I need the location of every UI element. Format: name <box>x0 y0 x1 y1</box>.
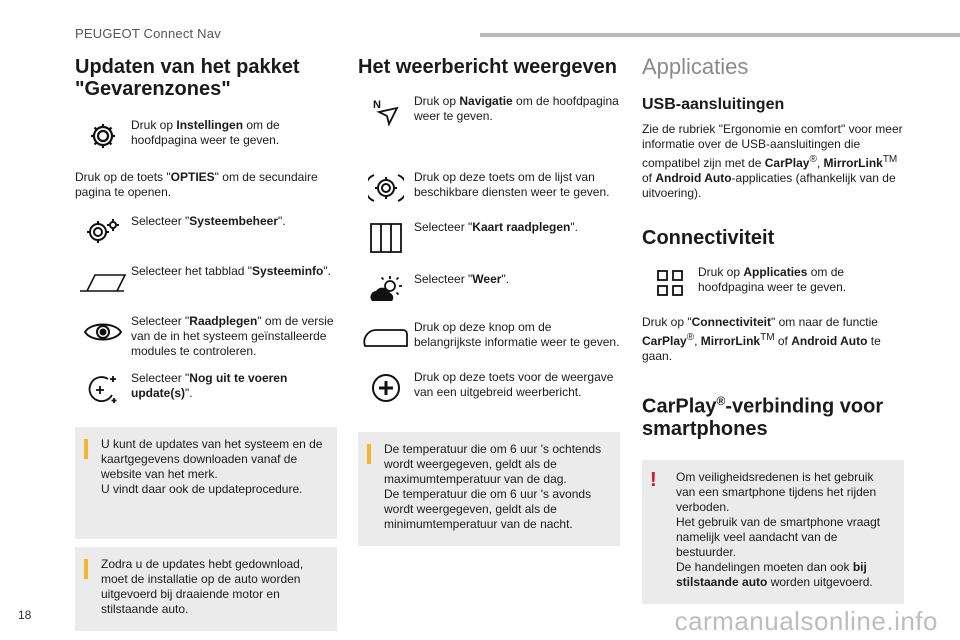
navigation-icon <box>358 92 414 132</box>
weather-icon <box>358 270 414 310</box>
info-box-download: U kunt de updates van het systeem en de kaartgegevens downloaden vanaf de website van het merk. U vindt daar ook de updateprocedure. <box>75 427 337 539</box>
info-box-install: Zodra u de updates hebt gedownload, moet de installatie op de auto worden uitgevoerd bij draaiende motor en stilstaande auto. <box>75 547 337 631</box>
page-header <box>0 0 960 40</box>
info-box-temperature: De temperatuur die om 6 uur 's ochtends wordt weergegeven, geldt als de maximumtemperatuur van de dag. De temperatuur die om 6 uur 's avonds wordt weergegeven, geldt als de minimumtemperatuur van de nacht. <box>358 432 620 546</box>
step-map-consult: Selecteer "Kaart raadplegen". <box>358 218 620 258</box>
update-icon <box>75 369 131 409</box>
header-title: PEUGEOT Connect Nav <box>75 26 221 41</box>
step-applications: Druk op Applicaties om de hoofdpagina weer te geven. <box>642 263 904 303</box>
step-main-info: Druk op deze knop om de belangrijkste informatie weer te geven. <box>358 318 620 358</box>
step-navigation: N Druk op Navigatie om de hoofdpagina weer te geven. <box>358 92 620 132</box>
plus-circle-icon <box>358 368 414 408</box>
info-marker <box>84 559 88 579</box>
system-gears-icon <box>75 212 131 252</box>
warning-box-smartphone: ! Om veiligheidsredenen is het gebruik van een smartphone tijdens het rijden verboden. Het gebruik van de smartphone vraagt namelijk veel aandacht van de bestuurder. De handelingen moeten dan ook bij stilstaande auto worden uitgevoerd. <box>642 460 904 604</box>
step-weather: Selecteer "Weer". <box>358 270 620 310</box>
section-title-update: Updaten van het pakket "Gevarenzones" <box>75 56 300 100</box>
step-settings: Druk op Instellingen om de hoofdpagina weer te geven. <box>75 116 337 156</box>
usb-title: USB-aansluitingen <box>642 96 785 113</box>
step-pending-updates: Selecteer "Nog uit te voeren update(s)". <box>75 369 337 409</box>
tab-icon <box>75 262 131 302</box>
column-applications <box>642 56 904 604</box>
step-extended-forecast: Druk op deze toets voor de weergave van een uitgebreid weerbericht. <box>358 368 620 408</box>
options-paragraph: Druk op de toets "OPTIES" om de secundaire pagina te openen. <box>75 170 318 199</box>
watermark: carmanualsonline.info <box>674 606 938 636</box>
section-title-applications: Applicaties <box>642 54 749 79</box>
connectivity-title: Connectiviteit <box>642 227 775 249</box>
step-services-list: Druk op deze toets om de lijst van beschikbare diensten weer te geven. <box>358 168 620 208</box>
step-consult: Selecteer "Raadplegen" om de versie van de in het systeem geïnstalleerde modules te controleren. <box>75 312 337 359</box>
info-marker <box>84 439 88 459</box>
apps-grid-icon <box>642 263 698 303</box>
section-title-weather: Het weerbericht weergeven <box>358 56 617 78</box>
svg-text:N: N <box>373 99 381 111</box>
usb-paragraph: Zie de rubriek "Ergonomie en comfort" voor meer informatie over de USB-aansluitingen die compatibel zijn met de CarPlay®, MirrorLink™ of Android Auto-applicaties (afhankelijk van de uitvoering). <box>642 122 903 200</box>
step-system-management: Selecteer "Systeembeheer". <box>75 212 337 252</box>
carplay-title: CarPlay®-verbinding voor smartphones <box>642 394 884 440</box>
eye-icon <box>75 312 131 352</box>
header-divider <box>480 33 960 37</box>
map-icon <box>358 218 414 258</box>
services-gear-icon <box>358 168 414 208</box>
weather-info-icon <box>358 318 414 358</box>
column-weather <box>358 56 620 546</box>
step-system-info-tab: Selecteer het tabblad "Systeeminfo". <box>75 262 337 302</box>
warning-icon: ! <box>650 468 657 491</box>
gear-icon <box>75 116 131 156</box>
column-update-danger-zones <box>75 56 337 631</box>
page-number: 18 <box>18 608 32 622</box>
info-marker <box>367 444 371 464</box>
connectivity-paragraph: Druk op "Connectiviteit" om naar de functie CarPlay®, MirrorLink™ of Android Auto te gaan. <box>642 315 881 363</box>
